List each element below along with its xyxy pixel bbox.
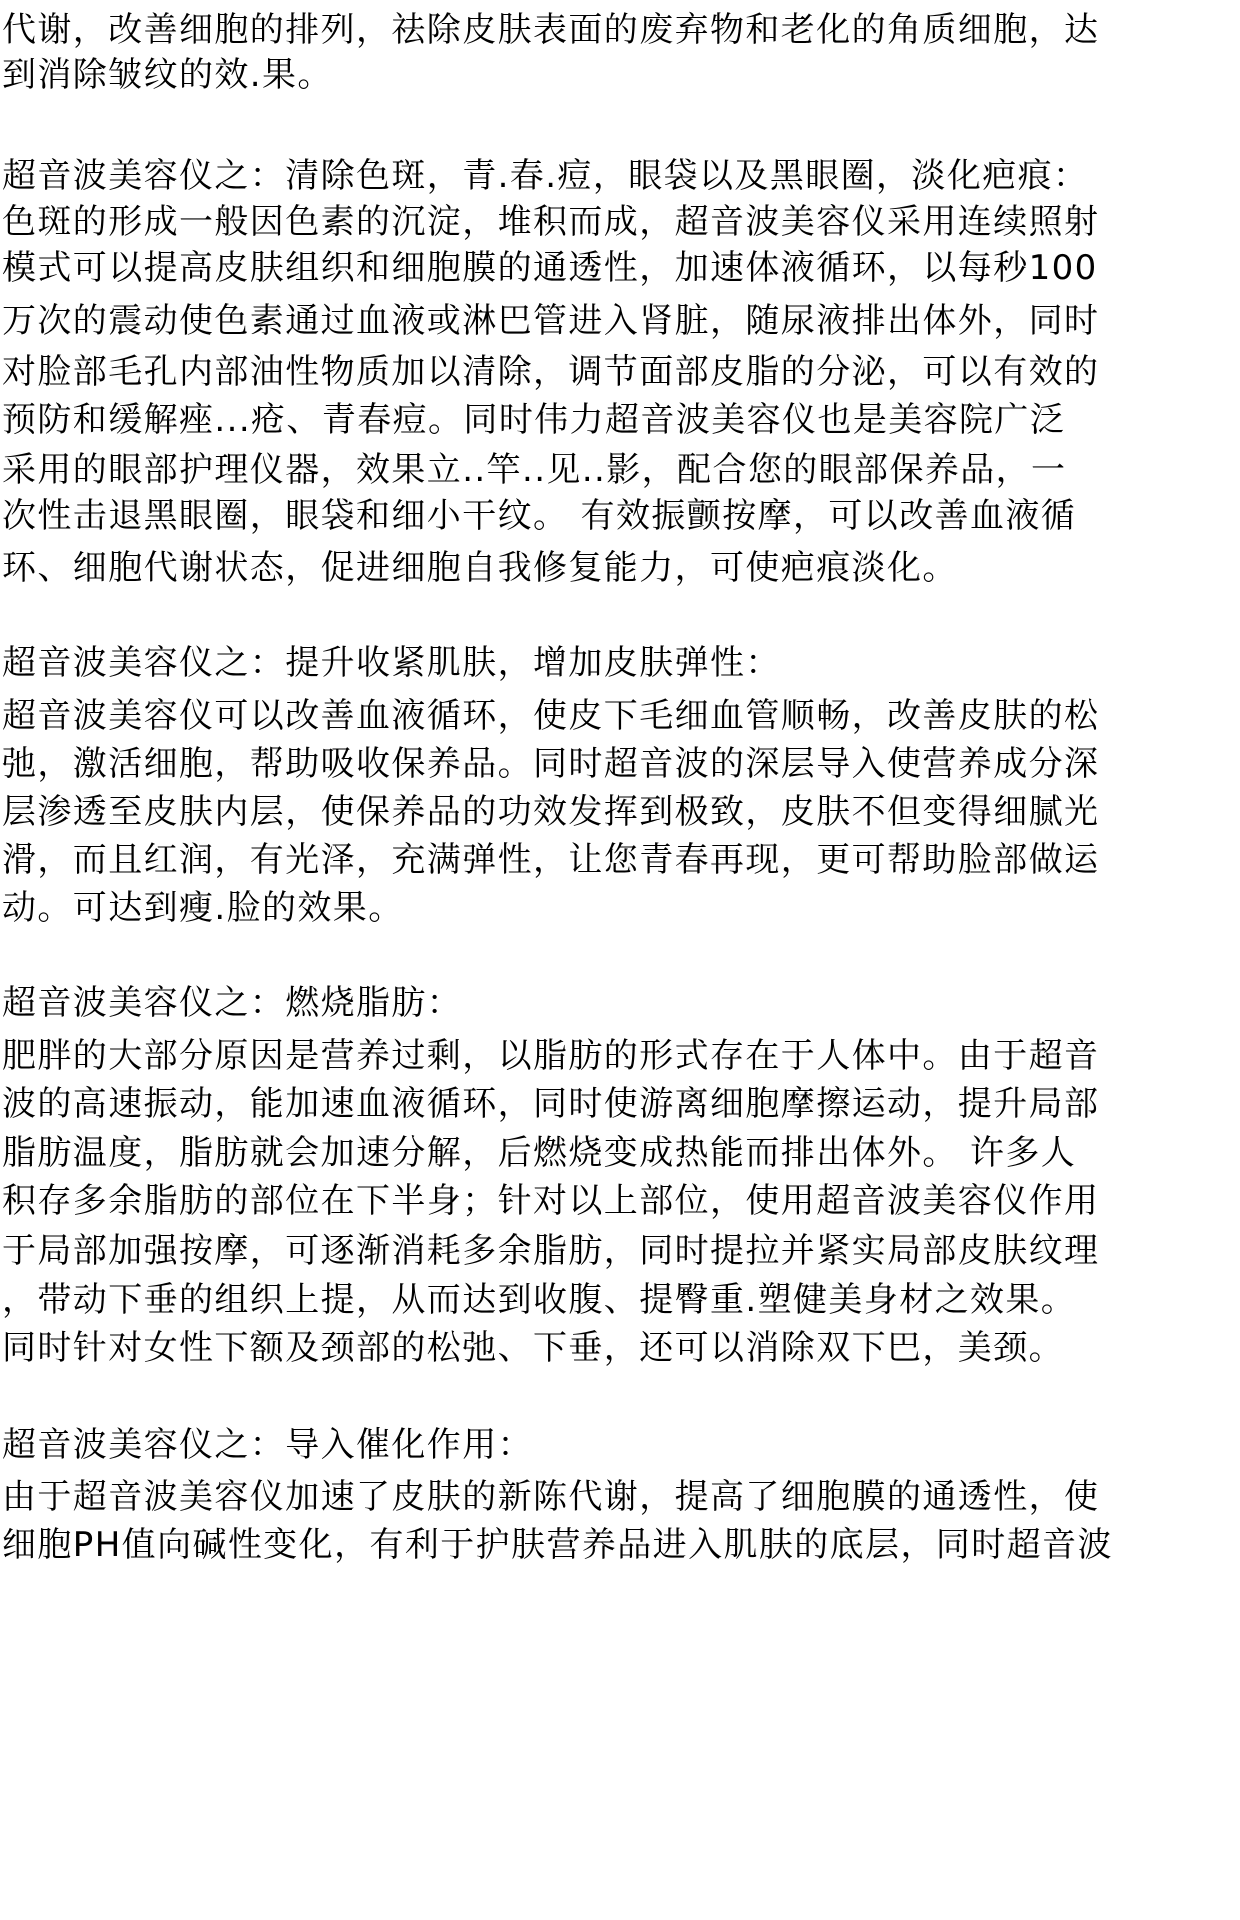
text-line: 环、细胞代谢状态，促进细胞自我修复能力，可使疤痕淡化。 (2, 548, 958, 588)
text-line: 肥胖的大部分原因是营养过剩，以脂肪的形式存在于人体中。由于超音 (2, 1036, 1100, 1076)
text-line: 对脸部毛孔内部油性物质加以清除，调节面部皮脂的分泌，可以有效的 (2, 352, 1100, 392)
section-heading: 超音波美容仪之：导入催化作用： (2, 1425, 533, 1465)
text-line: 模式可以提高皮肤组织和细胞膜的通透性，加速体液循环，以每秒100 (2, 248, 1098, 288)
text-line: 积存多余脂肪的部位在下半身；针对以上部位，使用超音波美容仪作用 (2, 1181, 1100, 1221)
text-line: 预防和缓解痤...疮、青春痘。同时伟力超音波美容仪也是美容院广泛 (2, 400, 1066, 440)
text-line: 同时针对女性下额及颈部的松弛、下垂，还可以消除双下巴，美颈。 (2, 1328, 1064, 1368)
text-line: 于局部加强按摩，可逐渐消耗多余脂肪，同时提拉并紧实局部皮肤纹理 (2, 1231, 1100, 1271)
text-line: 层渗透至皮肤内层，使保养品的功效发挥到极致，皮肤不但变得细腻光 (2, 792, 1100, 832)
text-line: 脂肪温度，脂肪就会加速分解，后燃烧变成热能而排出体外。 许多人 (2, 1133, 1077, 1173)
text-line: 波的高速振动，能加速血液循环，同时使游离细胞摩擦运动，提升局部 (2, 1084, 1100, 1124)
text-line: 次性击退黑眼圈，眼袋和细小干纹。 有效振颤按摩，可以改善血液循 (2, 496, 1077, 536)
text-line: 细胞PH值向碱性变化，有利于护肤营养品进入肌肤的底层，同时超音波 (2, 1525, 1113, 1565)
text-line: 色斑的形成一般因色素的沉淀，堆积而成，超音波美容仪采用连续照射 (2, 202, 1100, 242)
text-line: 代谢，改善细胞的排列，祛除皮肤表面的废弃物和老化的角质细胞，达 (2, 10, 1100, 50)
text-line: 由于超音波美容仪加速了皮肤的新陈代谢，提高了细胞膜的通透性，使 (2, 1477, 1100, 1517)
section-heading: 超音波美容仪之：燃烧脂肪： (2, 983, 463, 1023)
section-heading: 超音波美容仪之：提升收紧肌肤，增加皮肤弹性： (2, 643, 781, 683)
text-line: 万次的震动使色素通过血液或淋巴管进入肾脏，随尿液排出体外，同时 (2, 301, 1100, 341)
section-heading: 超音波美容仪之：清除色斑，青.春.痘，眼袋以及黑眼圈，淡化疤痕： (2, 156, 1089, 196)
text-line: 到消除皱纹的效.果。 (2, 55, 333, 95)
text-line: 超音波美容仪可以改善血液循环，使皮下毛细血管顺畅，改善皮肤的松 (2, 696, 1100, 736)
text-line: 动。可达到瘦.脸的效果。 (2, 888, 404, 928)
text-line: 滑，而且红润，有光泽，充满弹性，让您青春再现，更可帮助脸部做运 (2, 840, 1100, 880)
text-line: ，带动下垂的组织上提，从而达到收腹、提臀重.塑健美身材之效果。 (2, 1280, 1077, 1320)
text-line: 弛，激活细胞，帮助吸收保养品。同时超音波的深层导入使营养成分深 (2, 744, 1100, 784)
text-line: 采用的眼部护理仪器，效果立..竿..见..影，配合您的眼部保养品，一 (2, 450, 1067, 490)
